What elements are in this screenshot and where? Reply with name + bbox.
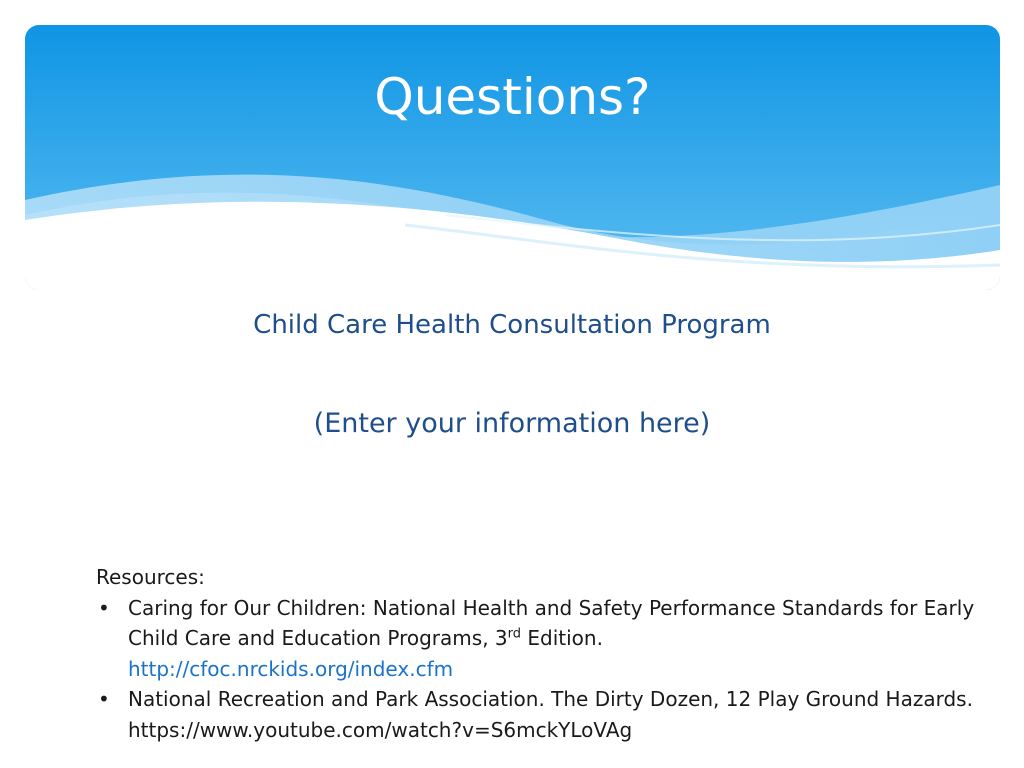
title-banner xyxy=(25,25,1000,290)
resource-text-end: Edition. xyxy=(521,626,603,650)
bullet-icon: • xyxy=(98,687,110,711)
resource-text: Caring for Our Children: National Health and Safety Performance Standards for Early Child Care and Education Programs, 3 xyxy=(128,595,975,650)
info-placeholder[interactable]: (Enter your information here) xyxy=(313,408,711,439)
resources-heading: Resources: xyxy=(96,565,205,589)
resources-list xyxy=(96,593,976,746)
program-name: Child Care Health Consultation Program xyxy=(253,310,771,340)
resource-item xyxy=(96,593,976,685)
cfoc-link[interactable]: http://cfoc.nrckids.org/index.cfm xyxy=(128,656,454,681)
slide-title: Questions? xyxy=(374,68,651,126)
resources-section xyxy=(96,562,976,745)
banner-wave-graphic xyxy=(25,25,1000,290)
ordinal-suffix: rd xyxy=(507,626,522,642)
bullet-icon: • xyxy=(98,595,110,620)
resource-text: National Recreation and Park Association. The Dirty Dozen, 12 Play Ground Hazards. https://www.youtube.com/watch?v=S6mckYLoVAg xyxy=(128,687,973,742)
resource-item xyxy=(96,684,976,745)
